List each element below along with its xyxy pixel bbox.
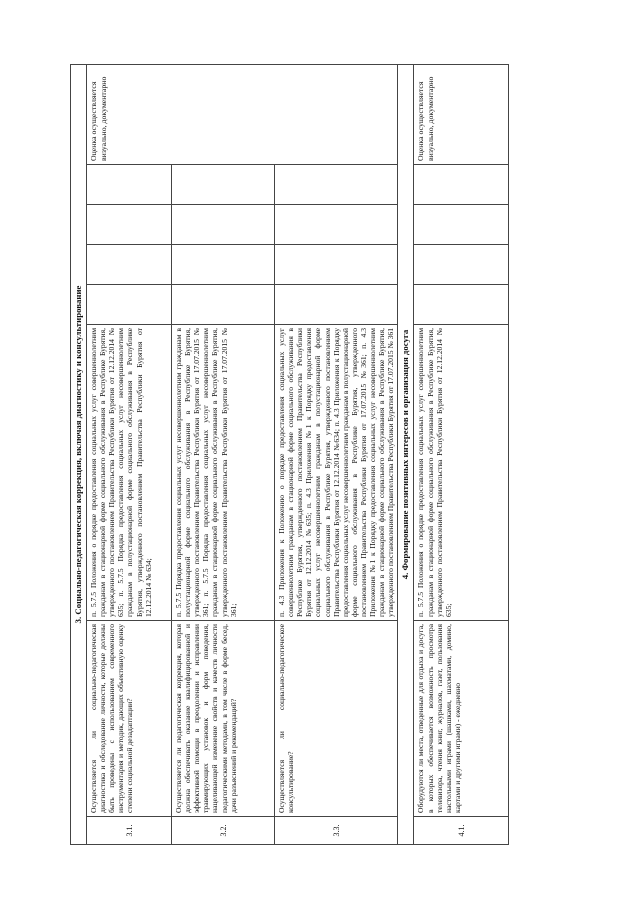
section-title: 3. Социально-педагогическая коррекция, включая диагностику и консультирование bbox=[71, 64, 87, 844]
row-number: 3.3. bbox=[275, 817, 398, 845]
answer-cell bbox=[172, 245, 275, 285]
answer-cell bbox=[414, 285, 509, 325]
row-number: 4.1. bbox=[414, 817, 509, 845]
method-cell: Оценка осуществляется визуально, документарно bbox=[87, 64, 398, 164]
answer-cell bbox=[275, 285, 398, 325]
answer-cell bbox=[87, 205, 172, 245]
answer-cell bbox=[275, 205, 398, 245]
legal-basis-cell: п. 5.7.5 Положения о порядке предоставления социальных услуг совершеннолетним гражданам в стационарной форме социального обслуживания в Республике Бурятия, утвержденного постановлением Правительства Республики Бурятия от 12.12.2014 № 635; bbox=[414, 325, 509, 621]
question-cell: Осуществляется ли социально-педагогическое консультирование? bbox=[275, 621, 398, 817]
section-title: 4. Формирование позитивных интересов и организация досуга bbox=[398, 64, 414, 844]
legal-basis-cell: п. 5.7.5 Положения о порядке предоставления социальных услуг совершеннолетним гражданам в стационарной форме социального обслуживания в Республике Бурятия, утвержденного постановлением Правительства Республики Бурятия от 12.12.2014 № 635; п. 5.7.5 Порядка предоставления социальных услуг несовершеннолетним гражданам в полустационарной форме социального обслуживания в Республике Бурятия, утвержденного постановлением Правительства Республики Бурятия от 12.12.2014 № 634; bbox=[87, 325, 172, 621]
answer-cell bbox=[87, 285, 172, 325]
table-row bbox=[172, 64, 275, 844]
question-cell: Осуществляется ли социально-педагогическая диагностика и обследование личности, которые должны быть проведены с использованием современного инструментария и методик, дающих объективную оценку степени социальной дезадаптации? bbox=[87, 621, 172, 817]
table-row bbox=[275, 64, 398, 844]
answer-cell bbox=[172, 205, 275, 245]
answer-cell bbox=[87, 245, 172, 285]
question-cell: Осуществляется ли педагогическая коррекция, которая должна обеспечивать оказание квалифицированной и эффективной помощи в преодолении и исправлении травмирующих установок и форм поведения, нацеливающей изменение свойств и качеств личности педагогическими методами, в том числе в форме бесед, дачи разъяснений и рекомендаций? bbox=[172, 621, 275, 817]
method-cell: Оценка осуществляется визуально, документарно bbox=[414, 64, 509, 164]
question-cell: Оборудуются ли места, отведенные для отдыха и досуга, в которых обеспечивается возможность просмотра телевизора, чтения книг, журналов, газет, пользования настольными играми (шашками, шахматами, домино, картами и другими играми) - ежедневно bbox=[414, 621, 509, 817]
answer-cell bbox=[414, 245, 509, 285]
answer-cell bbox=[172, 165, 275, 205]
answer-cell bbox=[172, 285, 275, 325]
answer-cell bbox=[414, 165, 509, 205]
row-number: 3.2. bbox=[172, 817, 275, 845]
legal-basis-cell: п. 4.3 Приложения к Положению о порядке предоставления социальных услуг совершеннолетним гражданам в стационарной форме социального обслуживания в Республике Бурятия, утвержденного постановлением Правительства Республики Бурятия от 12.12.2014 №635; п. 4.3 Приложения №1 к Порядку предоставления социальных услуг несовершеннолетним гражданам в полустационарной форме социального обслуживания в Республике Бурятия, утвержденного постановлением Правительства Республики Бурятия от 12.12.2014 №634; п. 4.3 Приложения к Порядку предоставления социальных услуг несовершеннолетним гражданам в полустационарной форме социального обслуживания в Республике Бурятия, утвержденного постановлением Правительства Республики Бурятия от 17.07.2015 №361; п. 4.3 Приложения №1 к Порядку предоставления социальных услуг несовершеннолетним гражданам в стационарной форме социального обслуживания в Республике Бурятия, утвержденного постановлением Правительства Республики Бурятия от 17.07.2015 № 361 bbox=[275, 325, 398, 621]
table-row bbox=[414, 64, 509, 844]
answer-cell bbox=[275, 165, 398, 205]
section-header-row bbox=[398, 64, 414, 844]
row-number: 3.1. bbox=[87, 817, 172, 845]
answer-cell bbox=[275, 245, 398, 285]
rotated-table-container bbox=[70, 65, 540, 845]
section-header-row bbox=[71, 64, 87, 844]
answer-cell bbox=[87, 165, 172, 205]
inspection-checklist-table bbox=[70, 64, 509, 845]
table-row bbox=[87, 64, 172, 844]
legal-basis-cell: п. 5.7.5 Порядка предоставления социальных услуг несовершеннолетним гражданам в полустационарной форме социального обслуживания в Республике Бурятия, утвержденного постановлением Правительства Республики Бурятия от 17.07.2015 № 361; п. 5.7.5 Порядка предоставления социальных услуг несовершеннолетним гражданам в стационарной форме социального обслуживания в Республике Бурятия, утвержденного постановлением Правительства Республики Бурятия от 17.07.2015 № 361; bbox=[172, 325, 275, 621]
answer-cell bbox=[414, 205, 509, 245]
